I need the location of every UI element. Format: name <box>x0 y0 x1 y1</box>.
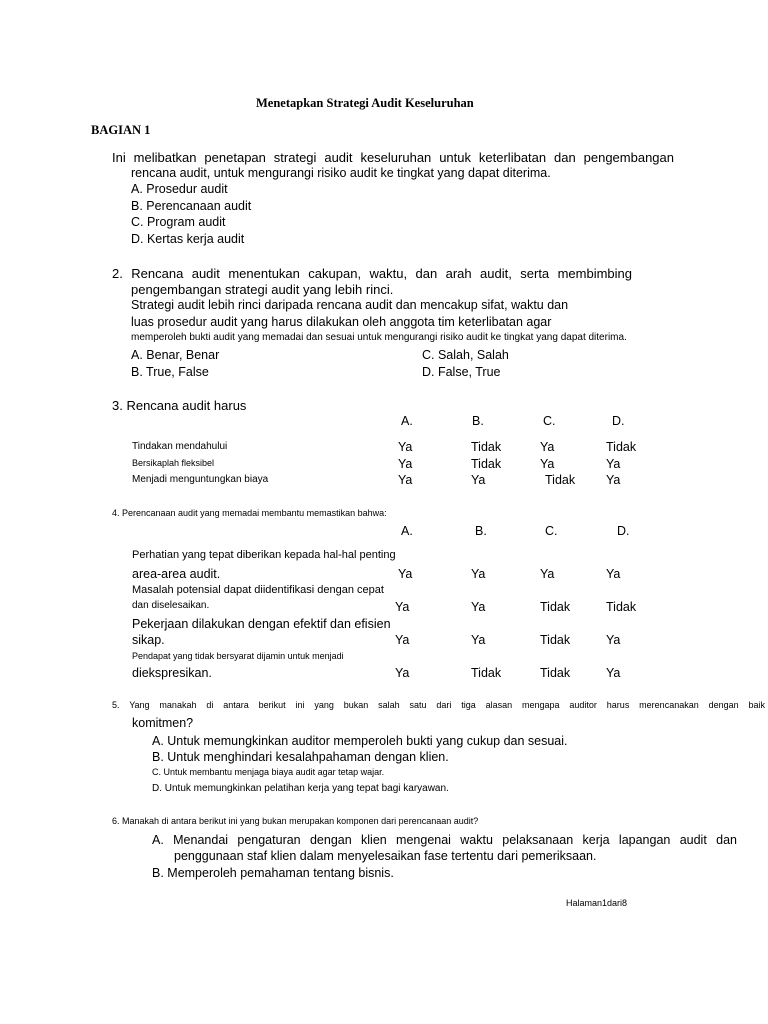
q2-option-d: D. False, True <box>422 365 501 379</box>
q2-option-a: A. Benar, Benar <box>131 348 220 362</box>
q4-header-b: B. <box>475 524 487 538</box>
q4-header-a: A. <box>401 524 413 538</box>
q4-cell: Tidak <box>606 600 637 614</box>
q6-option-a-cont: penggunaan staf klien dalam menyelesaikan fase tertentu dari pemeriksaan. <box>174 849 597 863</box>
q3-row-label: Bersikaplah fleksibel <box>132 458 215 468</box>
q4-cell: Ya <box>606 666 621 680</box>
q2-option-b: B. True, False <box>131 365 209 379</box>
q4-row-label: Masalah potensial dapat diidentifikasi dengan cepat <box>132 584 384 596</box>
q3-stem: 3. Rencana audit harus <box>112 398 247 413</box>
q5-option-a: A. Untuk memungkinkan auditor memperoleh bukti yang cukup dan sesuai. <box>152 734 568 748</box>
q4-header-c: C. <box>545 524 558 538</box>
q4-cell: Tidak <box>471 666 502 680</box>
q4-cell: Ya <box>471 567 486 581</box>
q3-cell: Ya <box>398 440 413 454</box>
q3-cell: Tidak <box>471 440 502 454</box>
q3-cell: Tidak <box>545 473 576 487</box>
q4-row-label: sikap. <box>132 633 165 647</box>
section-heading: BAGIAN 1 <box>91 123 151 137</box>
q3-row-label: Tindakan mendahului <box>132 441 228 452</box>
q4-row-label: area-area audit. <box>132 567 221 581</box>
q3-header-a: A. <box>401 414 413 428</box>
q1-option-d: D. Kertas kerja audit <box>131 232 245 246</box>
q2-line-2: pengembangan strategi audit yang lebih rinci. <box>131 282 394 297</box>
q4-cell: Ya <box>395 600 410 614</box>
q4-row-label: dan diselesaikan. <box>132 600 210 611</box>
q4-cell: Ya <box>398 567 413 581</box>
page-number: Halaman1dari8 <box>566 898 628 908</box>
q4-cell: Ya <box>471 633 486 647</box>
q5-option-d: D. Untuk memungkinkan pelatihan kerja yang tepat bagi karyawan. <box>152 783 449 794</box>
q2-line-4: luas prosedur audit yang harus dilakukan oleh anggota tim keterlibatan agar <box>131 315 552 329</box>
q3-cell: Ya <box>471 473 486 487</box>
q3-cell: Ya <box>540 457 555 471</box>
q3-cell: Ya <box>606 457 621 471</box>
q1-option-a: A. Prosedur audit <box>131 182 228 196</box>
q3-cell: Ya <box>398 457 413 471</box>
q4-cell: Tidak <box>540 666 571 680</box>
q3-header-d: D. <box>612 414 625 428</box>
q3-cell: Ya <box>606 473 621 487</box>
q5-option-b: B. Untuk menghindari kesalahpahaman dengan klien. <box>152 750 449 764</box>
q4-row-label: Pendapat yang tidak bersyarat dijamin untuk menjadi <box>132 651 344 661</box>
q3-header-b: B. <box>472 414 484 428</box>
q6-option-b: B. Memperoleh pemahaman tentang bisnis. <box>152 866 394 880</box>
q2-line-3: Strategi audit lebih rinci daripada rencana audit dan mencakup sifat, waktu dan <box>131 298 569 312</box>
q5-stem: 5. Yang manakah di antara berikut ini yang bukan salah satu dari tiga alasan mengapa auditor harus merencanakan dengan baik <box>112 700 765 710</box>
q4-stem: 4. Perencanaan audit yang memadai membantu memastikan bahwa: <box>112 508 387 518</box>
q4-cell: Ya <box>606 567 621 581</box>
q1-option-b: B. Perencanaan audit <box>131 199 252 213</box>
q6-option-a: A. Menandai pengaturan dengan klien mengenai waktu pelaksanaan kerja lapangan audit dan <box>152 833 737 847</box>
q4-cell: Ya <box>395 666 410 680</box>
q4-header-d: D. <box>617 524 630 538</box>
q1-line-2: rencana audit, untuk mengurangi risiko audit ke tingkat yang dapat diterima. <box>131 166 551 180</box>
q3-cell: Tidak <box>606 440 637 454</box>
q3-cell: Tidak <box>471 457 502 471</box>
q3-cell: Ya <box>398 473 413 487</box>
q2-line-1: 2. Rencana audit menentukan cakupan, waktu, dan arah audit, serta membimbing <box>112 266 632 281</box>
q4-cell: Ya <box>471 600 486 614</box>
q4-row-label: diekspresikan. <box>132 666 212 680</box>
q1-line-1: Ini melibatkan penetapan strategi audit keseluruhan untuk keterlibatan dan pengembangan <box>112 150 674 165</box>
q4-cell: Ya <box>395 633 410 647</box>
q4-cell: Tidak <box>540 633 571 647</box>
q5-option-c: C. Untuk membantu menjaga biaya audit agar tetap wajar. <box>152 767 385 777</box>
page-title: Menetapkan Strategi Audit Keseluruhan <box>256 96 474 110</box>
q4-row-label: Perhatian yang tepat diberikan kepada hal-hal penting <box>132 549 396 561</box>
q3-cell: Ya <box>540 440 555 454</box>
q4-row-label: Pekerjaan dilakukan dengan efektif dan efisien <box>132 617 391 631</box>
q3-row-label: Menjadi menguntungkan biaya <box>132 474 269 485</box>
q2-option-c: C. Salah, Salah <box>422 348 509 362</box>
q4-cell: Tidak <box>540 600 571 614</box>
q3-header-c: C. <box>543 414 556 428</box>
q5-stem-cont: komitmen? <box>132 716 194 730</box>
q6-stem: 6. Manakah di antara berikut ini yang bukan merupakan komponen dari perencanaan audit? <box>112 816 479 826</box>
q1-option-c: C. Program audit <box>131 215 226 229</box>
q4-cell: Ya <box>540 567 555 581</box>
q4-cell: Ya <box>606 633 621 647</box>
q2-line-5: memperoleh bukti audit yang memadai dan sesuai untuk mengurangi risiko audit ke tingkat yang dapat diterima. <box>131 332 627 343</box>
